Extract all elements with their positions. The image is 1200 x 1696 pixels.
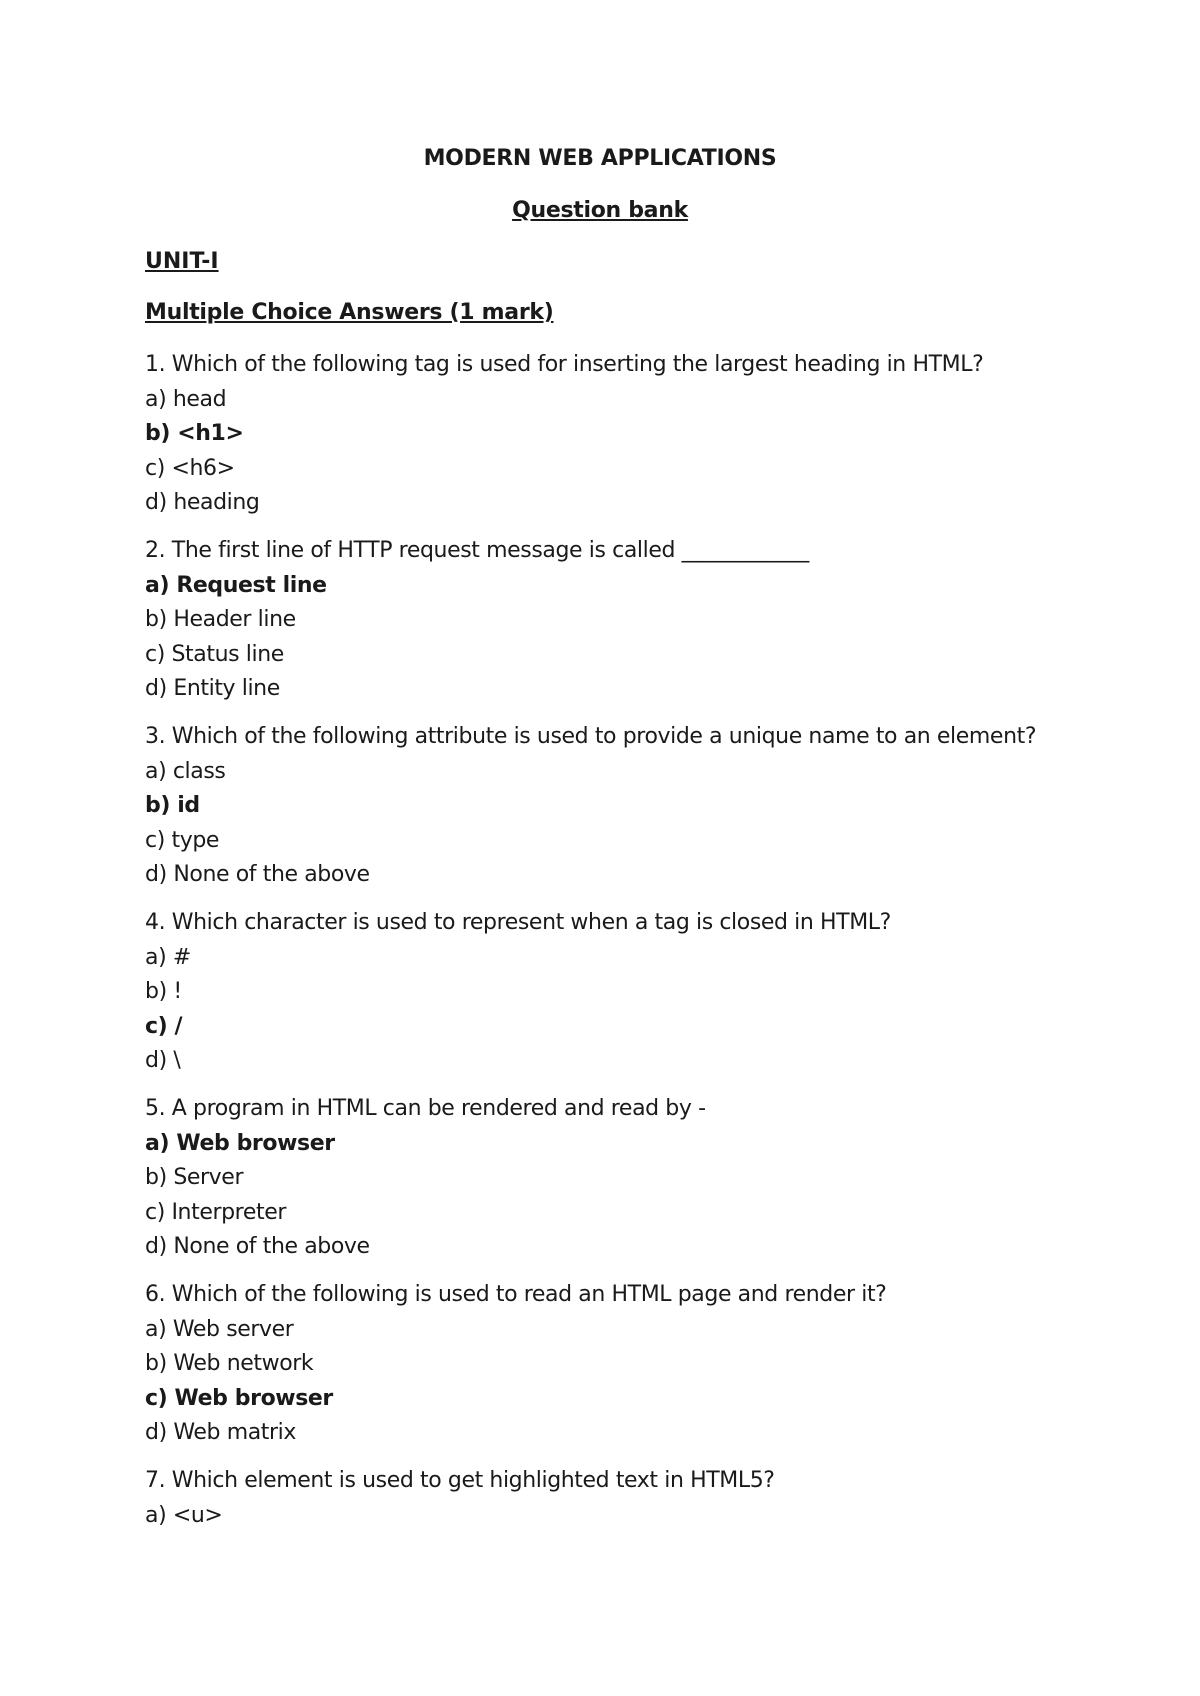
option-a: a) class bbox=[145, 758, 226, 784]
question-text: 3. Which of the following attribute is used to provide a unique name to an element? bbox=[145, 724, 1037, 749]
option-d: d) Entity line bbox=[145, 676, 280, 701]
question-list bbox=[145, 348, 1145, 1547]
option-c: c) Interpreter bbox=[145, 1199, 286, 1225]
option-a: a) head bbox=[145, 386, 227, 412]
option-c: c) <h6> bbox=[145, 455, 235, 481]
question-text: 5. A program in HTML can be rendered and read by - bbox=[145, 1096, 706, 1121]
option-c-correct: c) / bbox=[145, 1013, 183, 1039]
question-1 bbox=[145, 348, 1145, 521]
question-6 bbox=[145, 1278, 1145, 1451]
option-b: b) Header line bbox=[145, 607, 296, 632]
option-b-correct: b) id bbox=[145, 793, 200, 818]
option-b: b) Web network bbox=[145, 1351, 314, 1376]
question-text: 2. The first line of HTTP request message is called ____________ bbox=[145, 538, 809, 563]
option-d: d) None of the above bbox=[145, 1234, 370, 1259]
option-a-correct: a) Web browser bbox=[145, 1130, 335, 1156]
question-text: 4. Which character is used to represent when a tag is closed in HTML? bbox=[145, 910, 891, 935]
option-b-correct: b) <h1> bbox=[145, 421, 244, 446]
option-a: a) Web server bbox=[145, 1316, 294, 1342]
option-a-correct: a) Request line bbox=[145, 572, 327, 598]
option-a: a) <u> bbox=[145, 1502, 223, 1528]
question-4 bbox=[145, 906, 1145, 1079]
option-d: d) Web matrix bbox=[145, 1420, 297, 1445]
question-5 bbox=[145, 1092, 1145, 1265]
option-d: d) None of the above bbox=[145, 862, 370, 887]
option-a: a) # bbox=[145, 944, 191, 970]
question-2 bbox=[145, 534, 1145, 707]
question-text: 1. Which of the following tag is used for inserting the largest heading in HTML? bbox=[145, 352, 984, 377]
option-c-correct: c) Web browser bbox=[145, 1385, 333, 1411]
question-3 bbox=[145, 720, 1145, 893]
section-heading: Multiple Choice Answers (1 mark) bbox=[145, 300, 554, 325]
option-c: c) type bbox=[145, 827, 220, 853]
question-7 bbox=[145, 1464, 1145, 1533]
option-d: d) heading bbox=[145, 490, 260, 515]
option-b: b) ! bbox=[145, 979, 182, 1004]
option-d: d) \ bbox=[145, 1048, 181, 1073]
question-text: 7. Which element is used to get highlighted text in HTML5? bbox=[145, 1468, 775, 1493]
document-title: MODERN WEB APPLICATIONS bbox=[423, 146, 777, 171]
question-text: 6. Which of the following is used to read an HTML page and render it? bbox=[145, 1282, 887, 1307]
document-subtitle: Question bank bbox=[512, 198, 688, 223]
option-c: c) Status line bbox=[145, 641, 284, 667]
unit-heading: UNIT-I bbox=[145, 249, 219, 274]
option-b: b) Server bbox=[145, 1165, 244, 1190]
